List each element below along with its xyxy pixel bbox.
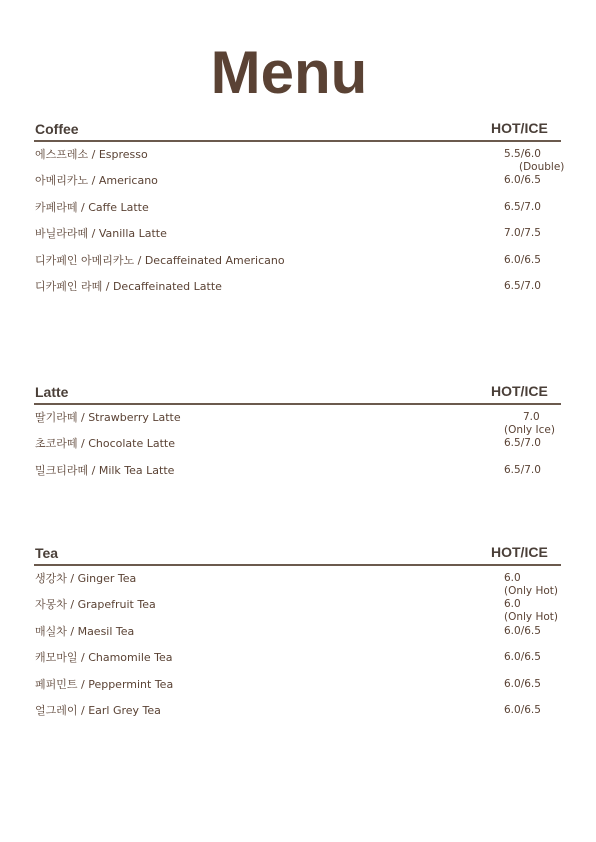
page-title: Menu	[210, 39, 368, 106]
column-label: HOT/ICE	[491, 544, 548, 560]
item-price: 6.0/6.5	[504, 174, 541, 187]
section-tea	[34, 544, 561, 724]
item-price: 6.0	[504, 572, 521, 584]
item-note: (Double)	[519, 161, 565, 173]
item-price: 6.5/7.0	[504, 200, 541, 213]
item-name: 초코라떼 / Chocolate Latte	[35, 437, 175, 451]
item-name: 매실차 / Maesil Tea	[35, 624, 135, 638]
item-name: 아메리카노 / Americano	[35, 174, 158, 188]
item-price: 6.0/6.5	[504, 253, 541, 266]
item-name: 디카페인 아메리카노 / Decaffeinated Americano	[35, 253, 285, 267]
menu-item	[34, 645, 561, 671]
item-price: 6.5/7.0	[504, 463, 541, 476]
item-name: 카페라떼 / Caffe Latte	[35, 200, 149, 214]
menu-item	[34, 274, 561, 300]
menu-item	[34, 248, 561, 274]
menu-item	[34, 195, 561, 221]
menu-item	[34, 221, 561, 247]
menu-item	[34, 592, 561, 624]
item-name: 캐모마일 / Chamomile Tea	[35, 651, 173, 665]
menu-item	[34, 566, 561, 597]
item-note: (Only Hot)	[504, 611, 559, 624]
item-name: 자몽차 / Grapefruit Tea	[35, 598, 156, 612]
section-title: Coffee	[35, 121, 79, 137]
menu-item	[34, 619, 561, 645]
section-header	[34, 544, 561, 566]
section-title: Latte	[35, 384, 69, 400]
item-name: 에스프레소 / Espresso	[35, 148, 148, 161]
item-name: 생강차 / Ginger Tea	[35, 572, 137, 585]
item-price: 6.0	[504, 598, 521, 611]
menu-item	[34, 405, 561, 436]
item-price: 6.0/6.5	[504, 651, 541, 664]
item-price: 5.5/6.0	[504, 148, 541, 160]
item-name: 딸기라떼 / Strawberry Latte	[35, 411, 181, 424]
menu-item	[34, 698, 561, 724]
item-price: 6.5/7.0	[504, 437, 541, 450]
column-label: HOT/ICE	[491, 120, 548, 136]
item-price: 6.0/6.5	[504, 624, 541, 637]
section-title: Tea	[35, 545, 59, 561]
section-coffee	[34, 120, 565, 300]
menu-item	[34, 431, 561, 457]
item-price: 6.0/6.5	[504, 703, 541, 716]
item-price: 6.5/7.0	[504, 279, 541, 292]
menu-item	[34, 672, 561, 698]
item-price: 6.0/6.5	[504, 677, 541, 690]
column-label: HOT/ICE	[491, 383, 548, 399]
item-name: 바닐라라떼 / Vanilla Latte	[35, 227, 167, 241]
item-price: 7.0/7.5	[504, 227, 541, 240]
menu-item	[34, 458, 561, 484]
item-name: 밀크티라떼 / Milk Tea Latte	[35, 463, 175, 477]
section-header	[34, 383, 561, 405]
item-name: 페퍼민트 / Peppermint Tea	[35, 677, 174, 691]
section-header	[34, 120, 561, 142]
section-latte	[34, 383, 561, 484]
menu-item	[34, 168, 561, 194]
menu-item	[34, 142, 565, 173]
item-note: (Only Ice)	[504, 424, 555, 436]
item-name: 디카페인 라떼 / Decaffeinated Latte	[35, 279, 222, 293]
item-price: 7.0	[523, 411, 540, 423]
item-name: 얼그레이 / Earl Grey Tea	[35, 703, 161, 717]
item-note: (Only Hot)	[504, 585, 559, 597]
